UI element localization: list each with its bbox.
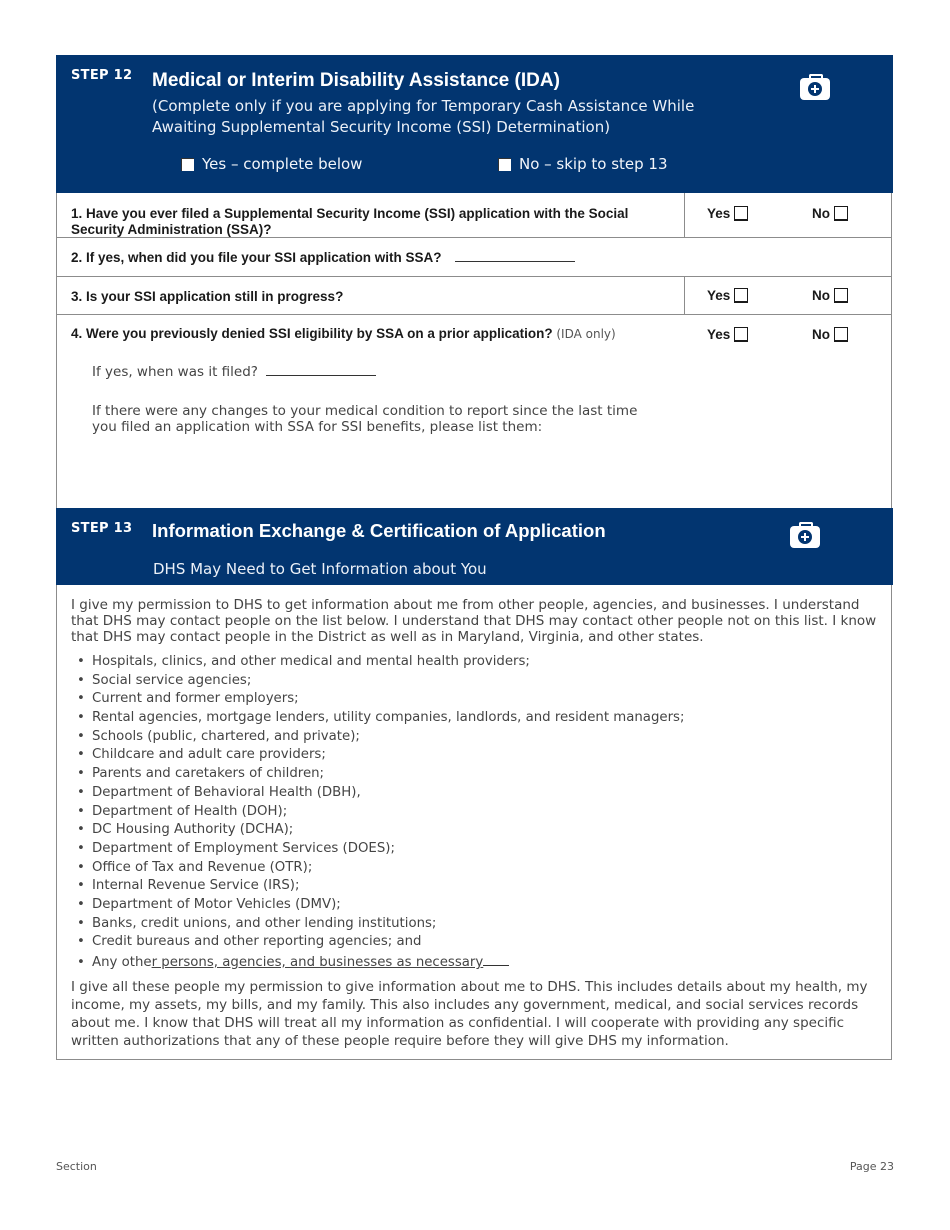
q3-yes[interactable]: [707, 288, 748, 303]
list-item: • Banks, credit unions, and other lending institutions;: [77, 915, 437, 931]
list-item: • Schools (public, chartered, and private);: [77, 728, 360, 744]
q3-no-checkbox[interactable]: [834, 288, 848, 303]
no-checkbox[interactable]: [497, 157, 512, 172]
divider: [56, 276, 892, 277]
footer-page-number: Page 23: [849, 1160, 894, 1173]
no-option-label: No – skip to step 13: [519, 155, 668, 173]
list-item: • Office of Tax and Revenue (OTR);: [77, 859, 313, 875]
step12-header: [56, 55, 893, 193]
last-item-blank: [483, 965, 509, 966]
list-item: • Internal Revenue Service (IRS);: [77, 878, 300, 894]
list-item: • Department of Behavioral Health (DBH),: [77, 784, 361, 800]
question-4-text: 4. Were you previously denied SSI eligibility by SSA on a prior application?: [71, 326, 553, 341]
list-item: • Parents and caretakers of children;: [77, 766, 325, 782]
question-2: [71, 250, 575, 266]
closing-line2: income, my assets, my bills, and my family. This also includes any government, medical, and social services records: [71, 997, 859, 1013]
intro-line3: that DHS may contact people in the District as well as in Maryland, Virginia, and other states.: [71, 629, 704, 645]
yes-checkbox[interactable]: [180, 157, 195, 172]
medical-kit-icon: [800, 78, 830, 100]
q2-date-field[interactable]: [455, 261, 575, 262]
list-item: • Department of Employment Services (DOES);: [77, 840, 395, 856]
list-item: • Childcare and adult care providers;: [77, 747, 326, 763]
q4-yes[interactable]: [707, 327, 748, 342]
step12-option-yes[interactable]: [180, 155, 362, 173]
step12-subtitle-line1: (Complete only if you are applying for Temporary Cash Assistance While: [152, 97, 695, 115]
contact-list: [77, 653, 684, 973]
question-1: [71, 206, 628, 238]
q4-changes-line1: If there were any changes to your medical condition to report since the last time: [92, 403, 638, 419]
q3-no[interactable]: [812, 288, 848, 303]
q1-yes-checkbox[interactable]: [734, 206, 748, 221]
last-item-underlined: r persons, agencies, and businesses as necessary: [151, 955, 484, 970]
step13-subtitle: DHS May Need to Get Information about You: [153, 560, 487, 578]
intro-line1: I give my permission to DHS to get information about me from other people, agencies, and businesses. I understand: [71, 597, 860, 613]
yes-label: Yes: [707, 288, 731, 303]
question-1-line2: Security Administration (SSA)?: [71, 222, 272, 237]
footer-section: Section: [56, 1160, 97, 1173]
question-1-line1: 1. Have you ever filed a Supplemental Security Income (SSI) application with the Social: [71, 206, 629, 221]
question-4: [71, 326, 616, 342]
permission-intro: [71, 597, 883, 645]
step13-title: Information Exchange & Certification of Application: [152, 520, 606, 541]
step13-header: [56, 508, 893, 585]
divider: [56, 314, 892, 315]
q4-no[interactable]: [812, 327, 848, 342]
list-item: • Credit bureaus and other reporting agencies; and: [77, 934, 422, 950]
closing-line3: about me. I know that DHS will treat all my information as confidential. I will cooperate with providing any specific: [71, 1015, 845, 1031]
list-item: • Current and former employers;: [77, 691, 299, 707]
list-item: • Social service agencies;: [77, 672, 252, 688]
closing-line4: written authorizations that any of these people require before they will give DHS my information.: [71, 1033, 729, 1049]
no-label: No: [812, 327, 830, 342]
step12-option-no[interactable]: [497, 155, 668, 173]
yes-label: Yes: [707, 327, 731, 342]
step12-label: STEP 12: [71, 68, 133, 83]
question-2-text: 2. If yes, when did you file your SSI application with SSA?: [71, 250, 442, 265]
column-divider: [684, 193, 685, 237]
q4-when-field[interactable]: [266, 375, 376, 376]
list-item: • Department of Motor Vehicles (DMV);: [77, 896, 341, 912]
q4-when-label: If yes, when was it filed?: [92, 364, 258, 380]
q1-no[interactable]: [812, 206, 848, 221]
list-item: • DC Housing Authority (DCHA);: [77, 822, 294, 838]
yes-label: Yes: [707, 206, 731, 221]
step12-subtitle-line2: Awaiting Supplemental Security Income (SSI) Determination): [152, 118, 611, 136]
q4-yes-checkbox[interactable]: [734, 327, 748, 342]
column-divider: [684, 276, 685, 314]
medical-kit-icon: [790, 526, 820, 548]
no-label: No: [812, 288, 830, 303]
q1-yes[interactable]: [707, 206, 748, 221]
yes-option-label: Yes – complete below: [202, 155, 363, 173]
step12-title: Medical or Interim Disability Assistance (IDA): [152, 70, 560, 91]
q1-no-checkbox[interactable]: [834, 206, 848, 221]
question-4-note: (IDA only): [556, 327, 616, 341]
last-item-prefix: Any othe: [92, 955, 152, 970]
list-item: • Any other persons, agencies, and businesses as necessary: [77, 954, 684, 973]
step13-label: STEP 13: [71, 521, 133, 536]
list-item: • Department of Health (DOH);: [77, 803, 288, 819]
list-item: • Hospitals, clinics, and other medical and mental health providers;: [77, 654, 530, 669]
q4-no-checkbox[interactable]: [834, 327, 848, 342]
question-3: 3. Is your SSI application still in progress?: [71, 289, 344, 304]
no-label: No: [812, 206, 830, 221]
q4-changes-line2: you filed an application with SSA for SSI benefits, please list them:: [92, 419, 543, 435]
permission-closing: [71, 978, 883, 1050]
intro-line2: that DHS may contact people on the list below. I understand that DHS may contact other people not on this list. I know: [71, 613, 877, 629]
q3-yes-checkbox[interactable]: [734, 288, 748, 303]
q4-when-filed: [92, 364, 376, 380]
list-item: • Rental agencies, mortgage lenders, utility companies, landlords, and resident managers;: [77, 710, 685, 726]
closing-line1: I give all these people my permission to give information about me to DHS. This includes details about my health, my: [71, 979, 868, 995]
